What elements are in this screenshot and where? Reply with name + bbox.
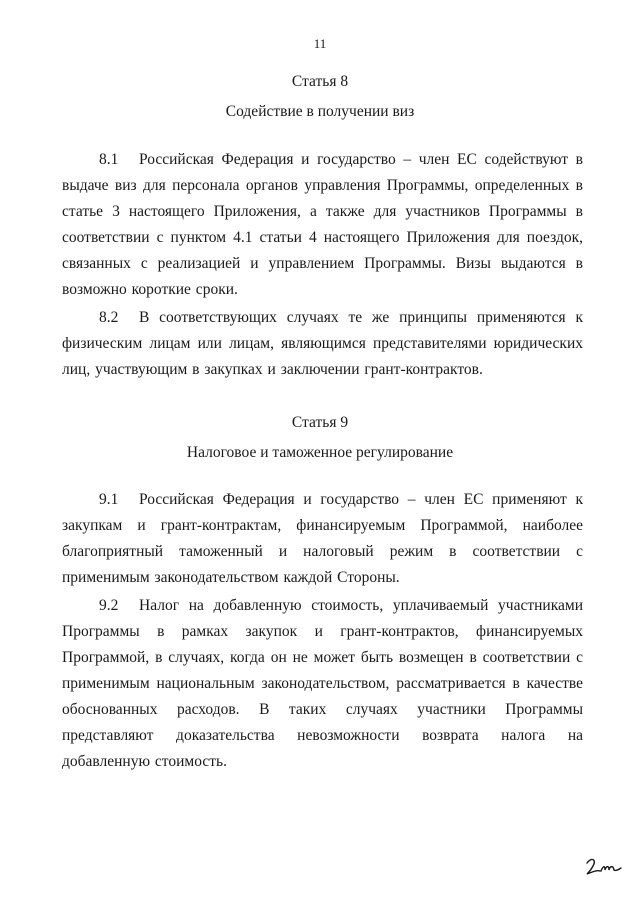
paragraph-number: 8.1 bbox=[99, 151, 119, 168]
page-number: 11 bbox=[313, 36, 327, 51]
paragraph-text: Российская Федерация и государство – член ЕС применяют к закупкам и грант-контрактам, финансируемым Программой, наиболее благоприятный таможенный и налоговый режим в соответствии с применимым законодательством каждой Стороны. bbox=[62, 491, 583, 586]
paragraph-number: 8.2 bbox=[99, 309, 119, 326]
paragraph-number: 9.1 bbox=[99, 491, 119, 508]
article-label: Статья 8 bbox=[291, 73, 349, 90]
paragraph-8-1 bbox=[62, 147, 583, 303]
paragraph-9-2 bbox=[62, 593, 583, 775]
paragraph-9-1 bbox=[62, 487, 583, 591]
article-title: Содействие в получении виз bbox=[225, 103, 415, 120]
article-title: Налоговое и таможенное регулирование bbox=[186, 444, 454, 461]
paragraph-number: 9.2 bbox=[99, 597, 119, 614]
article-8-heading bbox=[0, 69, 640, 125]
paragraph-8-2 bbox=[62, 305, 583, 383]
article-label: Статья 9 bbox=[291, 414, 349, 431]
paragraph-text: Налог на добавленную стоимость, уплачиваемый участниками Программы в рамках закупок и грант-контрактов, финансируемых Программой, в случаях, когда он не может быть возмещен в соответствии с применимым национальным законодательством, рассматривается в качестве обоснованных расходов. В таких случаях участники Программы представляют доказательства невозможности возврата налога на добавленную стоимость. bbox=[62, 597, 583, 770]
article-9-body bbox=[62, 487, 583, 775]
article-8-body bbox=[62, 147, 583, 383]
paragraph-text: В соответствующих случаях те же принципы применяются к физическим лицам или лицам, являющимся представителями юридических лиц, участвующим в закупках и заключении грант-контрактов. bbox=[62, 309, 583, 378]
signature-initials bbox=[583, 854, 623, 878]
paragraph-text: Российская Федерация и государство – член ЕС содействуют в выдаче виз для персонала органов управления Программы, определенных в статье 3 настоящего Приложения, а также для участников Программы в соответствии с пунктом 4.1 статьи 4 настоящего Приложения для поездок, связанных с реализацией и управлением Программы. Визы выдаются в возможно короткие сроки. bbox=[62, 151, 583, 298]
article-9-heading bbox=[0, 410, 640, 466]
